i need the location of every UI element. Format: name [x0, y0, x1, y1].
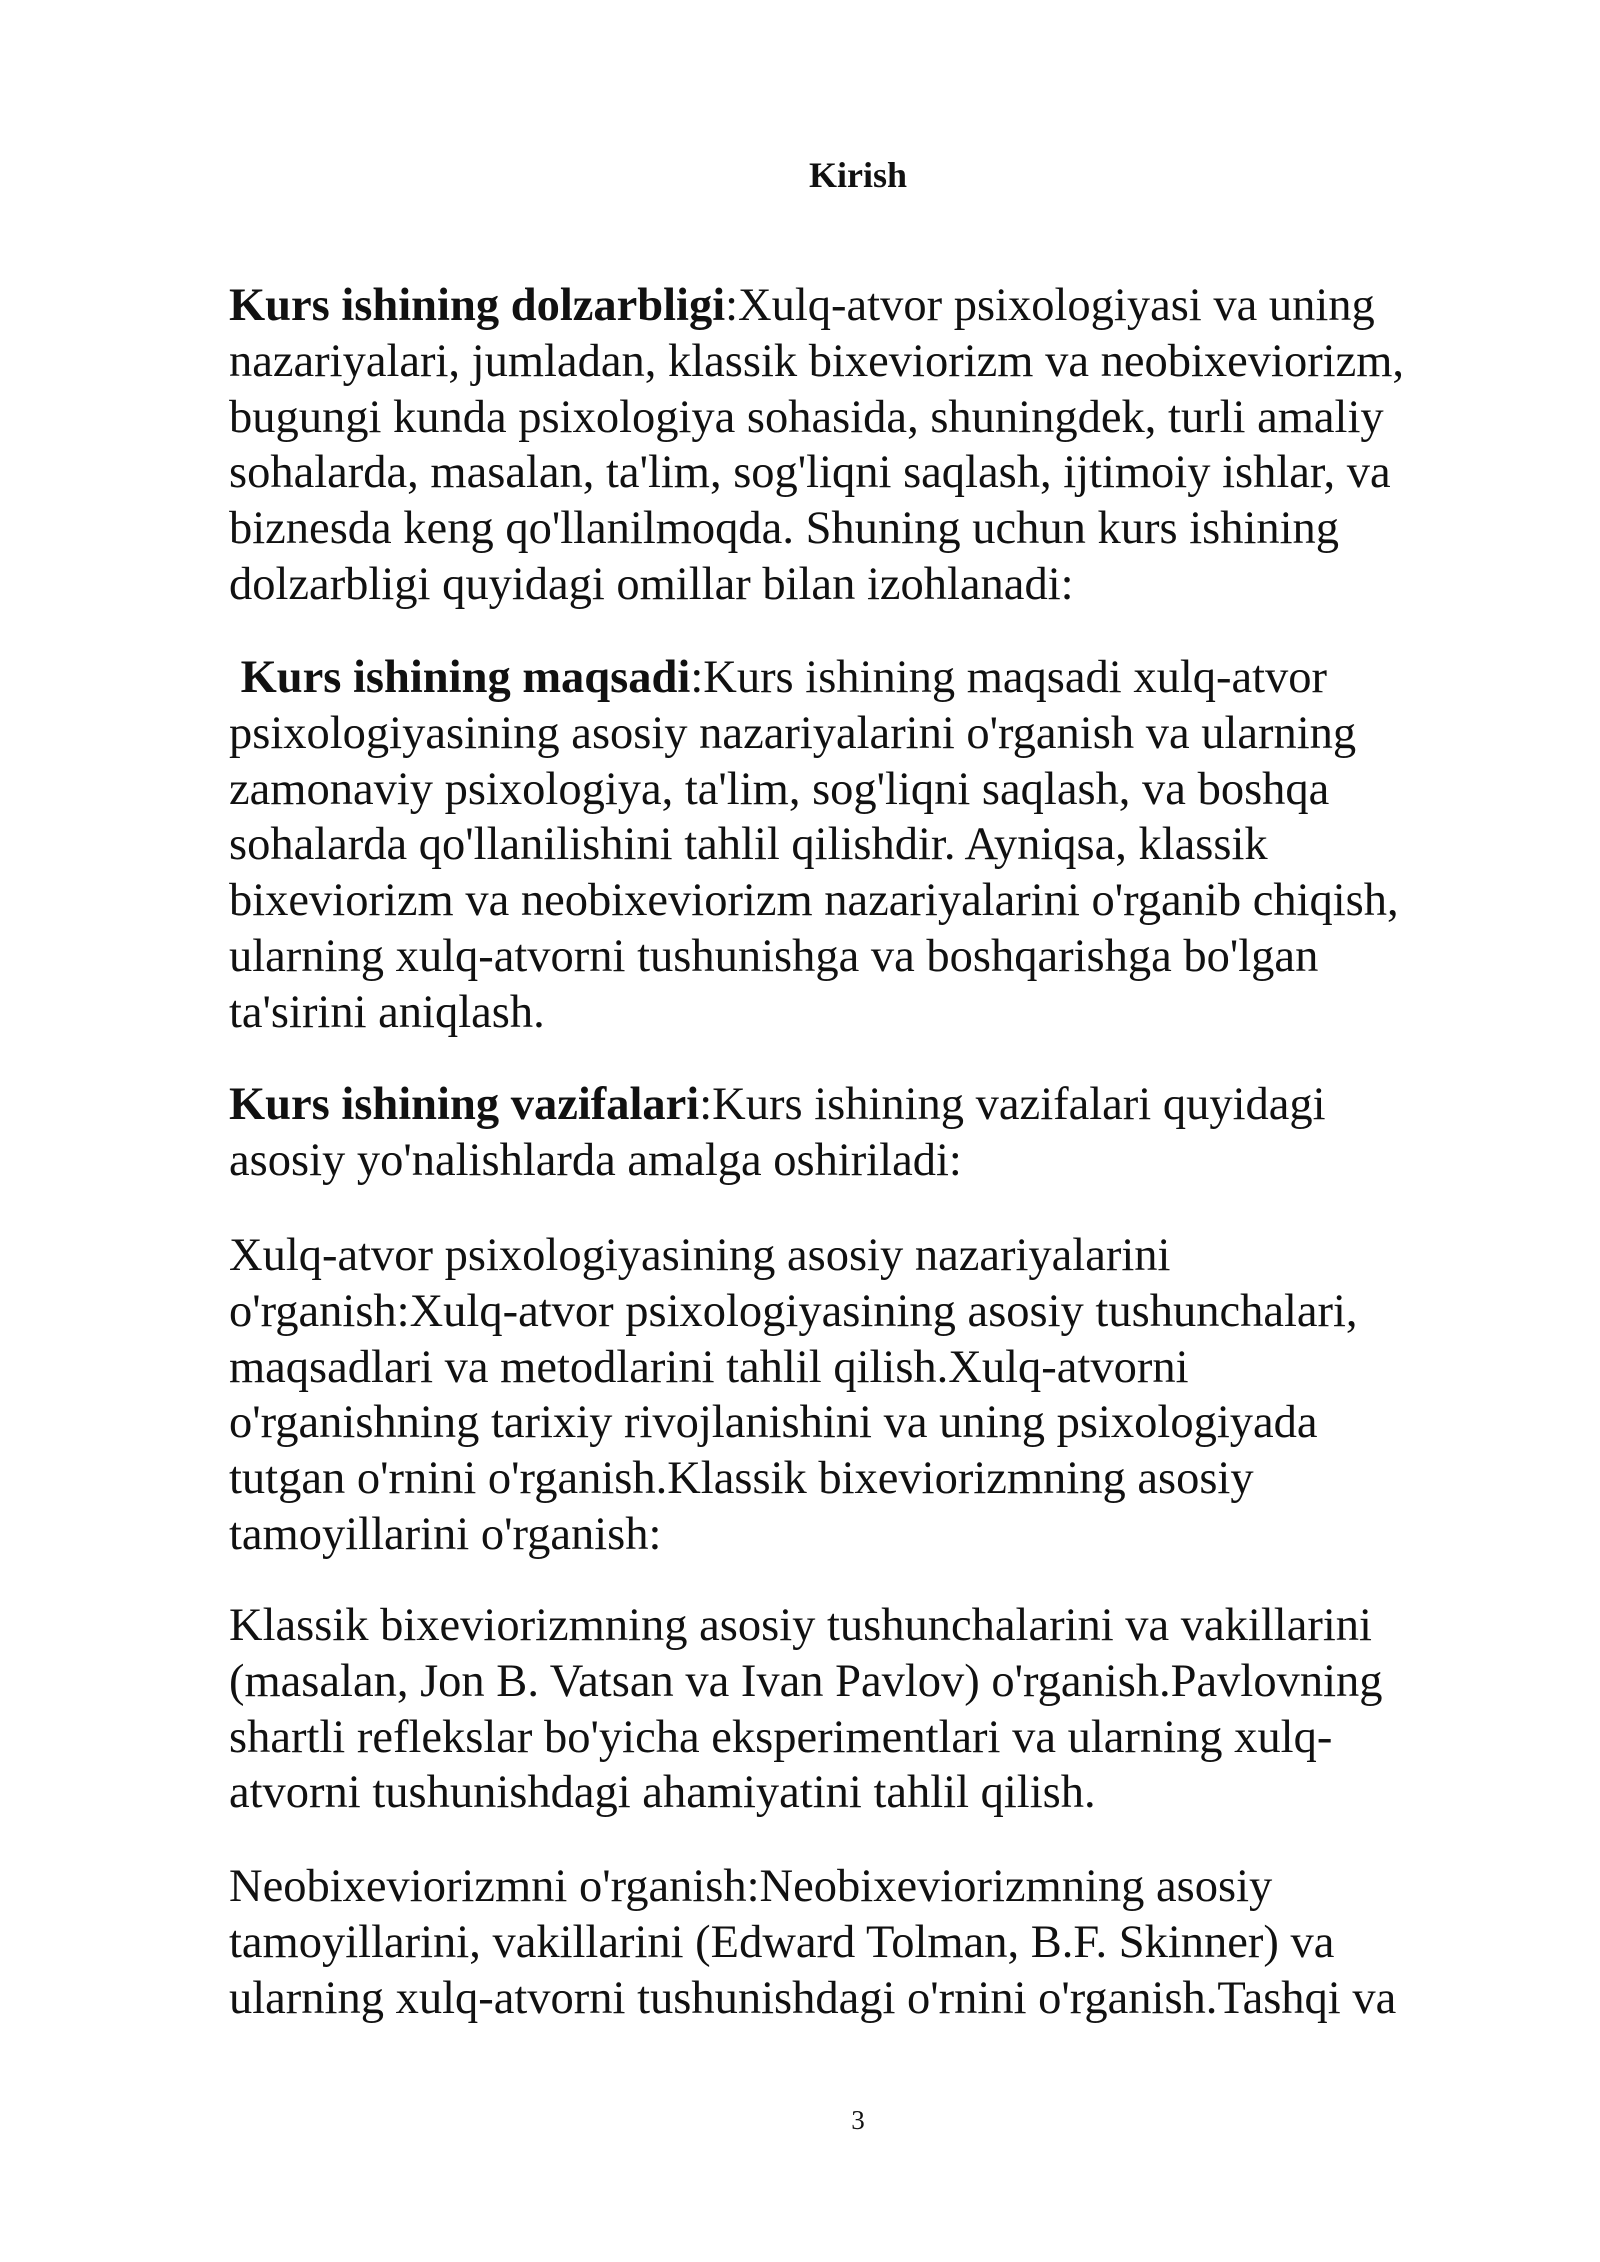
paragraph-line: o'rganishning tarixiy rivojlanishini va uning psixologiyada: [229, 1397, 1318, 1449]
paragraph-label: Kurs ishining maqsadi: [240, 652, 691, 703]
paragraph-text: :Xulq-atvor psixologiyasi va uning: [725, 280, 1375, 331]
paragraph-line: Xulq-atvor psixologiyasining asosiy nazariyalarini: [229, 1230, 1171, 1281]
paragraph-line: (masalan, Jon B. Vatsan va Ivan Pavlov) o'rganish.Pavlovning: [229, 1655, 1383, 1707]
paragraph-line: tamoyillarini, vakillarini (Edward Tolman, B.F. Skinner) va: [229, 1916, 1335, 1968]
paragraph-line: nazariyalari, jumladan, klassik bixeviorizm va neobixeviorizm,: [229, 335, 1405, 387]
paragraph-line: dolzarbligi quyidagi omillar bilan izohlanadi:: [229, 558, 1074, 610]
paragraph-line: [229, 1077, 1529, 1133]
paragraph-line: zamonaviy psixologiya, ta'lim, sog'liqni saqlash, va boshqa: [229, 763, 1330, 815]
paragraph-line: tutgan o'rnini o'rganish.Klassik bixeviorizmning asosiy: [229, 1453, 1254, 1505]
paragraph-vazifalari: [229, 1077, 1529, 1189]
paragraph-maqsadi: [229, 650, 1529, 1041]
paragraph-line: [229, 650, 1529, 706]
paragraph-line: shartli reflekslar bo'yicha eksperimentlari va ularning xulq-: [229, 1711, 1333, 1763]
paragraph-line: sohalarda qo'llanilishini tahlil qilishdir. Ayniqsa, klassik: [229, 819, 1268, 871]
paragraph-neobixeviorizm: [229, 1859, 1529, 2026]
paragraph-line: bixeviorizm va neobixeviorizm nazariyalarini o'rganib chiqish,: [229, 875, 1399, 927]
paragraph-line: tamoyillarini o'rganish:: [229, 1508, 662, 1560]
paragraph-line: atvorni tushunishdagi ahamiyatini tahlil qilish.: [229, 1767, 1096, 1819]
paragraph-label: Kurs ishining dolzarbligi: [229, 280, 726, 331]
page-number: 3: [851, 2105, 865, 2135]
paragraph-dolzarbligi: [229, 278, 1529, 613]
paragraph-line: sohalarda, masalan, ta'lim, sog'liqni saqlash, ijtimoiy ishlar, va: [229, 447, 1391, 499]
paragraph-line: bugungi kunda psixologiya sohasida, shuningdek, turli amaliy: [229, 391, 1384, 443]
paragraph-line: ularning xulq-atvorni tushunishga va boshqarishga bo'lgan: [229, 930, 1319, 982]
paragraph-line: [229, 278, 1529, 334]
paragraph-line: maqsadlari va metodlarini tahlil qilish.Xulq-atvorni: [229, 1341, 1189, 1393]
paragraph-line: ularning xulq-atvorni tushunishdagi o'rnini o'rganish.Tashqi va: [229, 1972, 1397, 2024]
paragraph-line: psixologiyasining asosiy nazariyalarini o'rganish va ularning: [229, 707, 1357, 759]
paragraph-xulq-atvor: [229, 1228, 1529, 1563]
paragraph-line: Klassik bixeviorizmning asosiy tushunchalarini va vakillarini: [229, 1600, 1372, 1651]
paragraph-line: asosiy yo'nalishlarda amalga oshiriladi:: [229, 1134, 962, 1186]
paragraph-label: Kurs ishining vazifalari: [229, 1079, 700, 1130]
paragraph-klassik: [229, 1598, 1529, 1821]
paragraph-line: Neobixeviorizmni o'rganish:Neobixeviorizmning asosiy: [229, 1861, 1273, 1912]
paragraph-line: o'rganish:Xulq-atvor psixologiyasining asosiy tushunchalari,: [229, 1285, 1358, 1337]
page-heading: Kirish: [808, 155, 907, 195]
paragraph-text: :Kurs ishining maqsadi xulq-atvor: [690, 652, 1328, 703]
paragraph-line: biznesda keng qo'llanilmoqda. Shuning uchun kurs ishining: [229, 503, 1340, 555]
paragraph-text: :Kurs ishining vazifalari quyidagi: [699, 1079, 1326, 1130]
paragraph-line: ta'sirini aniqlash.: [229, 986, 545, 1038]
